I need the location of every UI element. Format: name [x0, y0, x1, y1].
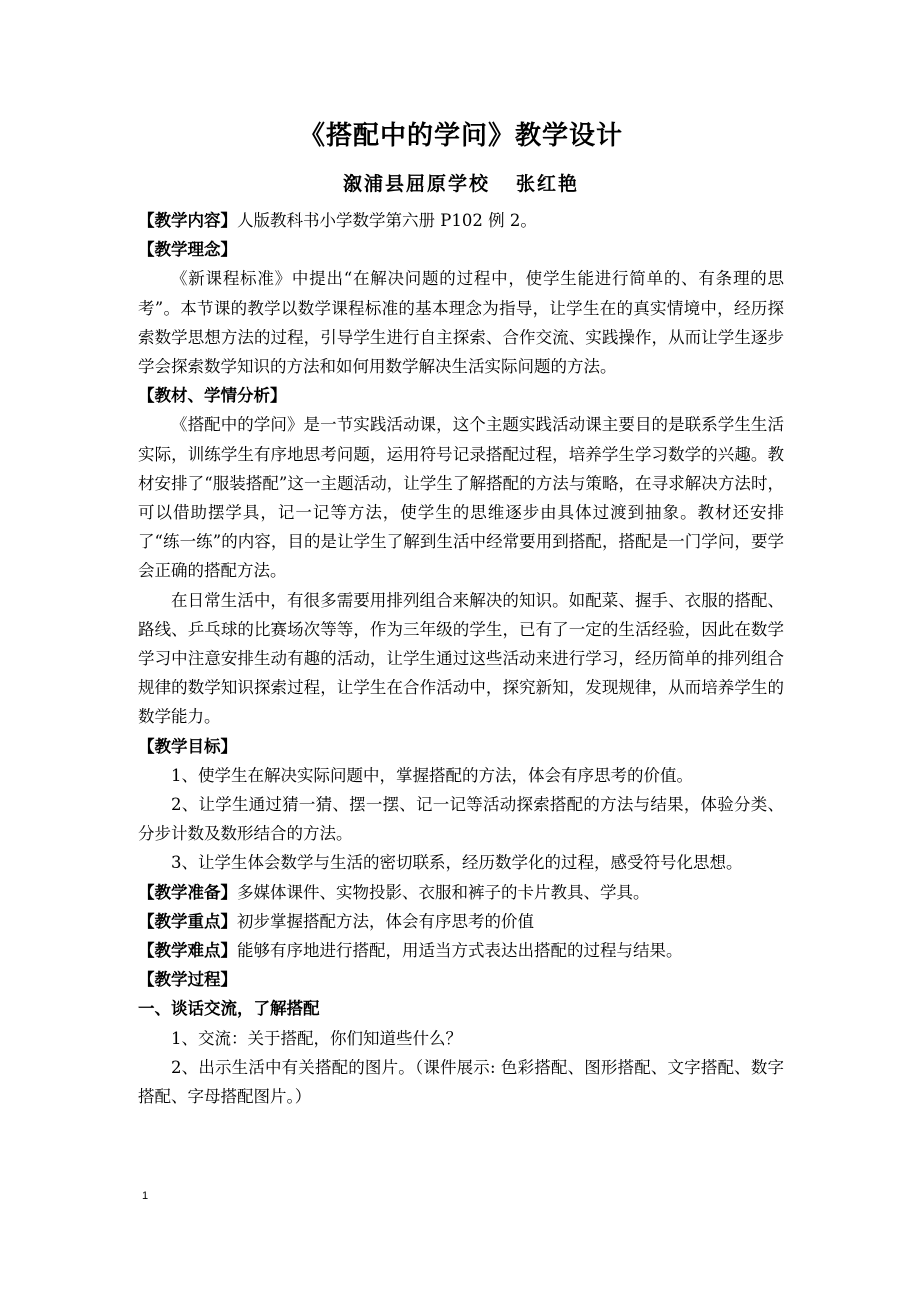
goals-heading: 【教学目标】 [138, 736, 237, 756]
author-name: 张红艳 [516, 173, 580, 195]
process-item-2: 2、出示生活中有关搭配的图片。（课件展示: 色彩搭配、图形搭配、文字搭配、数字搭配、字母搭配图片。） [138, 1057, 784, 1107]
goal-item-2: 2、让学生通过猜一猜、摆一摆、记一记等活动探索搭配的方法与结果，体验分类、分步计数及数形结合的方法。 [138, 795, 784, 844]
teaching-content-text: 人版教科书小学数学第六册 P102 例 2。 [237, 211, 537, 230]
key-point-heading: 【教学重点】 [138, 911, 237, 931]
preparation-heading: 【教学准备】 [138, 882, 237, 902]
teaching-content [138, 206, 784, 235]
teaching-key-point [138, 907, 784, 936]
process-heading: 【教学过程】 [138, 970, 237, 990]
preparation-text: 多媒体课件、实物投影、衣服和裤子的卡片教具、学具。 [237, 882, 650, 902]
author-school: 溆浦县屈原学校 [342, 173, 490, 195]
process-section-1: 一、谈话交流，了解搭配 [138, 999, 320, 1019]
teaching-content-heading: 【教学内容】 [138, 211, 237, 230]
page-number: 1 [142, 1190, 149, 1202]
philosophy-paragraph: 《新课程标准》中提出“在解决问题的过程中，使学生能进行简单的、有条理的思考”。本节课的教学以数学课程标准的基本理念为指导，让学生在的真实情境中，经历探索数学思想方法的过程，引导学生进行自主探索、合作交流、实践操作，从而让学生逐步学会探索数学知识的方法和如何用数学解决生活实际问题的方法。 [138, 269, 784, 377]
teaching-preparation [138, 878, 784, 907]
goal-item-3: 3、让学生体会数学与生活的密切联系，经历数学化的过程，感受符号化思想。 [171, 853, 743, 873]
goal-item-1: 1、使学生在解决实际问题中，掌握搭配的方法，体会有序思考的价值。 [171, 765, 693, 785]
teaching-difficulty [138, 936, 784, 965]
difficulty-text: 能够有序地进行搭配，用适当方式表达出搭配的过程与结果。 [237, 941, 683, 961]
document-title: 《搭配中的学问》教学设计 [298, 121, 623, 151]
key-point-text: 初步掌握搭配方法，体会有序思考的价值 [237, 911, 534, 931]
document-body [138, 116, 784, 1111]
analysis-paragraph-2: 在日常生活中，有很多需要用排列组合来解决的知识。如配菜、握手、衣服的搭配、路线、乒乓球的比赛场次等等，作为三年级的学生，已有了一定的生活经验，因此在数学学习中注意安排生动有趣的活动，让学生通过这些活动来进行学习，经历简单的排列组合规律的数学知识探索过程，让学生在合作活动中，探究新知，发现规律，从而培养学生的数学能力。 [138, 590, 784, 727]
difficulty-heading: 【教学难点】 [138, 941, 237, 961]
author-line [138, 170, 784, 198]
analysis-paragraph-1: 《搭配中的学问》是一节实践活动课，这个主题实践活动课主要目的是联系学生生活实际，训练学生有序地思考问题，运用符号记录搭配过程，培养学生学习数学的兴趣。教材安排了“服装搭配”这一主题活动，让学生了解搭配的方法与策略，在寻求解决方法时，可以借助摆学具，记一记等方法，使学生的思维逐步由具体过渡到抽象。教材还安排了“练一练”的内容，目的是让学生了解到生活中经常要用到搭配，搭配是一门学问，要学会正确的搭配方法。 [138, 415, 784, 581]
philosophy-heading: 【教学理念】 [138, 240, 237, 260]
process-item-1: 1、交流：关于搭配，你们知道些什么？ [171, 1028, 462, 1048]
analysis-heading: 【教材、学情分析】 [138, 386, 287, 406]
